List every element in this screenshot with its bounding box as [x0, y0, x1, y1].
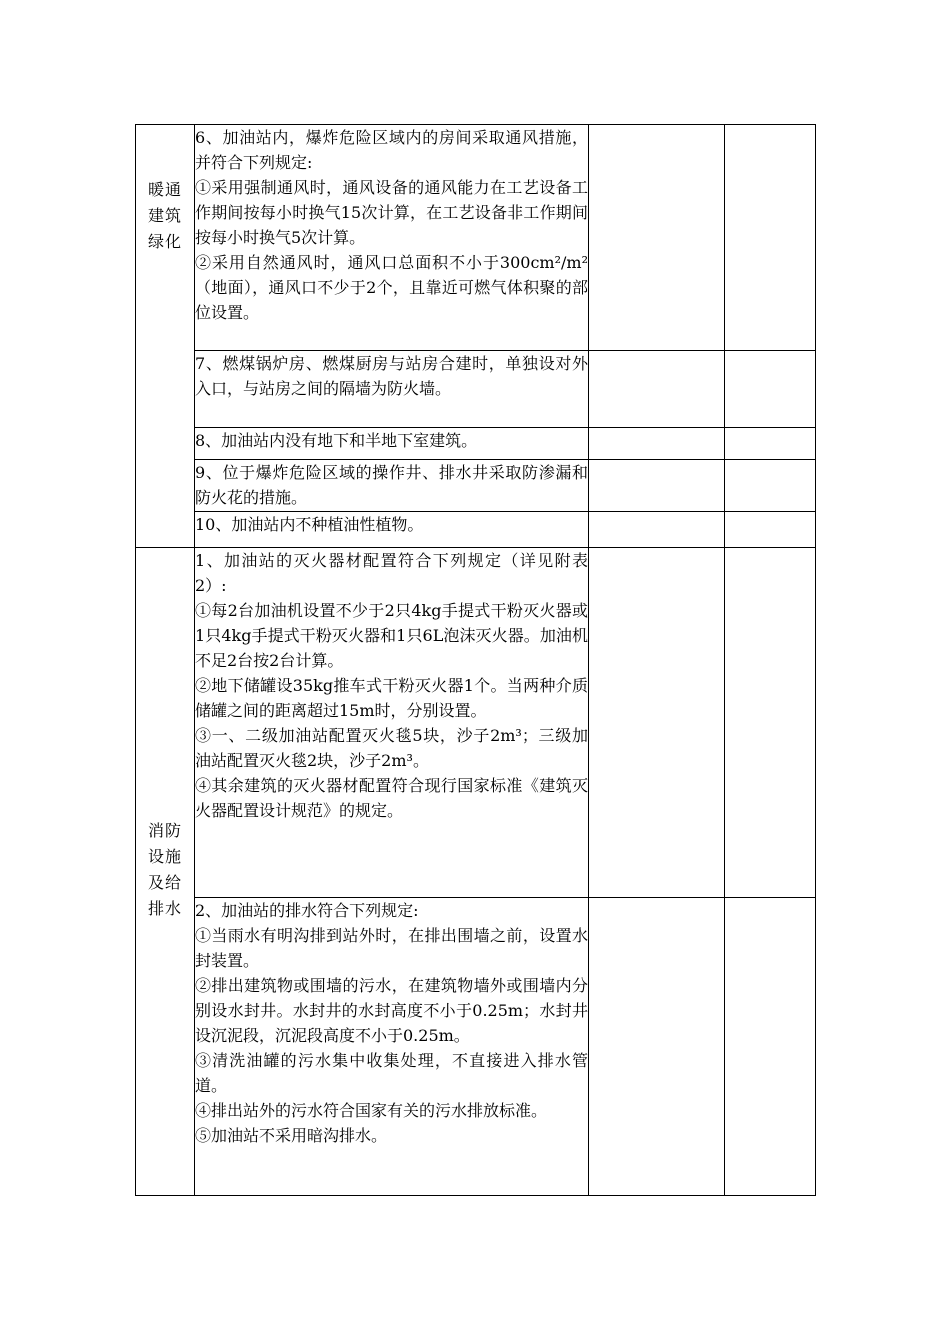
result-cell[interactable] [589, 548, 725, 898]
item-text: 6、加油站内，爆炸危险区域内的房间采取通风措施，并符合下列规定: [195, 128, 588, 172]
item-text: ⑤加油站不采用暗沟排水。 [195, 1126, 388, 1145]
result-cell[interactable] [589, 898, 725, 1196]
table-row [136, 512, 816, 548]
item-text: ②地下储罐设35kg推车式干粉灭火器1个。当两种介质储罐之间的距离超过15m时，分别设置。 [195, 676, 588, 720]
result-cell[interactable] [589, 512, 725, 548]
result-cell[interactable] [589, 125, 725, 351]
item-cell [195, 548, 589, 898]
remark-cell[interactable] [725, 460, 816, 512]
item-text: 2、加油站的排水符合下列规定: [195, 901, 419, 920]
remark-cell[interactable] [725, 548, 816, 898]
item-cell [195, 428, 589, 460]
table-row [136, 460, 816, 512]
item-cell [195, 512, 589, 548]
item-text: 7、燃煤锅炉房、燃煤厨房与站房合建时，单独设对外入口，与站房之间的隔墙为防火墙。 [195, 354, 588, 398]
item-text: ②排出建筑物或围墙的污水，在建筑物墙外或围墙内分别设水封井。水封井的水封高度不小于0.25m；水封井设沉泥段，沉泥段高度不小于0.25m。 [195, 976, 588, 1045]
table-row [136, 548, 816, 898]
item-text: ②采用自然通风时，通风口总面积不小于300cm²/m²（地面），通风口不少于2个，且靠近可燃气体积聚的部位设置。 [195, 253, 588, 322]
category-cell [136, 548, 195, 1196]
item-text: ①采用强制通风时，通风设备的通风能力在工艺设备工作期间按每小时换气15次计算，在工艺设备非工作期间按每小时换气5次计算。 [195, 178, 588, 247]
remark-cell[interactable] [725, 125, 816, 351]
item-text: ④其余建筑的灭火器材配置符合现行国家标准《建筑灭火器配置设计规范》的规定。 [195, 776, 588, 820]
table-row [136, 428, 816, 460]
item-cell [195, 898, 589, 1196]
item-text: 9、位于爆炸危险区域的操作井、排水井采取防渗漏和防火花的措施。 [195, 463, 588, 507]
remark-cell[interactable] [725, 512, 816, 548]
item-text: ①每2台加油机设置不少于2只4kg手提式干粉灭火器或1只4kg手提式干粉灭火器和1只6L泡沫灭火器。加油机不足2台按2台计算。 [195, 601, 588, 670]
result-cell[interactable] [589, 460, 725, 512]
remark-cell[interactable] [725, 898, 816, 1196]
table-row [136, 351, 816, 428]
item-cell [195, 460, 589, 512]
item-text: 8、加油站内没有地下和半地下室建筑。 [195, 431, 478, 450]
item-text: 1、加油站的灭火器材配置符合下列规定（详见附表2）: [195, 551, 588, 595]
item-text: ③清洗油罐的污水集中收集处理，不直接进入排水管道。 [195, 1051, 588, 1095]
result-cell[interactable] [589, 351, 725, 428]
remark-cell[interactable] [725, 351, 816, 428]
item-text: ①当雨水有明沟排到站外时，在排出围墙之前，设置水封装置。 [195, 926, 588, 970]
table-row [136, 125, 816, 351]
item-cell [195, 351, 589, 428]
remark-cell[interactable] [725, 428, 816, 460]
item-text: ④排出站外的污水符合国家有关的污水排放标准。 [195, 1101, 548, 1120]
item-text: ③一、二级加油站配置灭火毯5块，沙子2m³；三级加油站配置灭火毯2块，沙子2m³。 [195, 726, 588, 770]
result-cell[interactable] [589, 428, 725, 460]
item-text: 10、加油站内不种植油性植物。 [195, 515, 424, 534]
category-cell [136, 125, 195, 548]
category-label: 消防设施及给排水 [147, 821, 182, 918]
inspection-checklist-table [135, 124, 816, 1196]
item-cell [195, 125, 589, 351]
table-row [136, 898, 816, 1196]
category-label: 暖通建筑绿化 [147, 180, 182, 251]
